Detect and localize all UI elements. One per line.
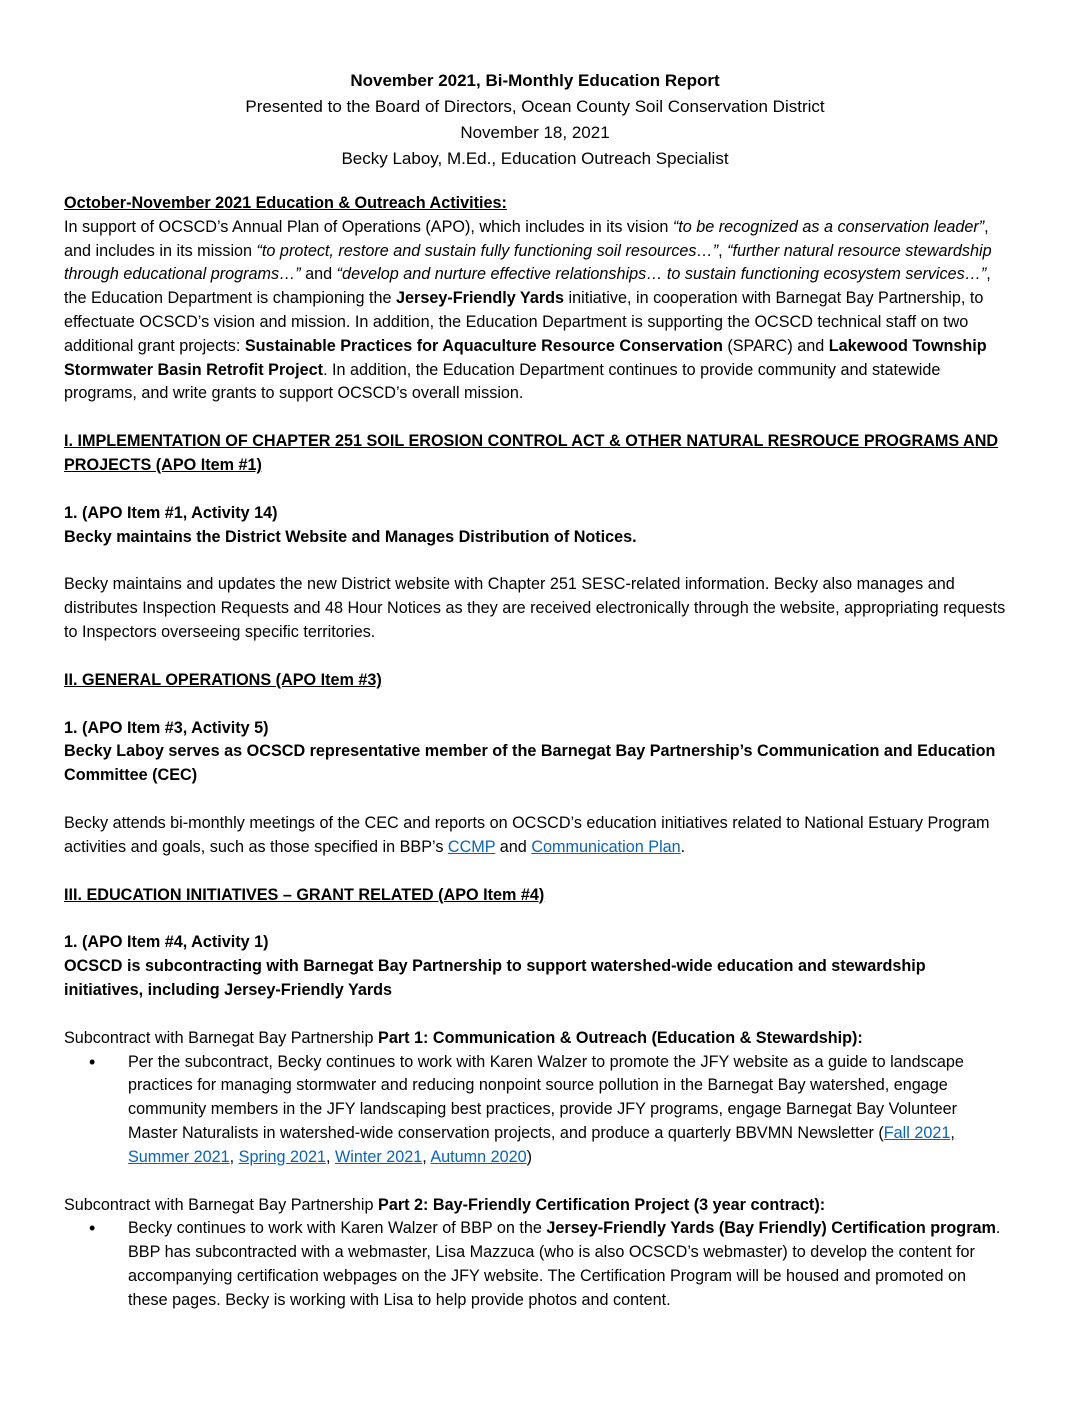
intro-text-8: . In addition, the Education Department continues to provide community and statewide programs, and write grants to support OCSCD’s overall mission.	[64, 360, 941, 403]
part-1-label	[64, 1027, 1006, 1051]
section-3-item-number: 1. (APO Item #4, Activity 1)	[64, 933, 269, 952]
section-3-heading: III. EDUCATION INITIATIVES – GRANT RELATED (APO Item #4)	[64, 885, 545, 904]
newsletter-link-winter-2021[interactable]: Winter 2021	[334, 1147, 423, 1166]
jfy-initiative: Jersey-Friendly Yards	[396, 289, 565, 308]
section-1-item-title: Becky maintains the District Website and Manages Distribution of Notices.	[64, 527, 637, 546]
intro-text-3: ,	[718, 241, 728, 260]
intro-text-1: In support of OCSCD’s Annual Plan of Operations (APO), which includes in its vision	[64, 217, 673, 236]
section-2-item-number: 1. (APO Item #3, Activity 5)	[64, 718, 269, 737]
certification-program: Jersey-Friendly Yards (Bay Friendly) Certification program	[546, 1219, 996, 1238]
part-1-bullet-text: Per the subcontract, Becky continues to work with Karen Walzer to promote the JFY website as a guide to landscape practices for managing stormwater and reducing nonpoint source pollution in the Barnegat Bay watershed, engage community members in the JFY landscaping best practices, provide JFY programs, engage Barnegat Bay Volunteer Master Naturalists in watershed-wide conservation projects, and produce a quarterly BBVMN Newsletter (	[128, 1052, 964, 1142]
section-3-item-title: OCSCD is subcontracting with Barnegat Bay Partnership to support watershed-wide education and stewardship initiatives, including Jersey-Friendly Yards	[64, 957, 926, 999]
intro-text-6: initiative, in cooperation with Barnegat Bay Partnership, to effectuate OCSCD’s vision and mission. In addition, the Education Department is supporting the OCSCD technical staff on two additional grant projects:	[64, 289, 984, 355]
list-separator: ,	[325, 1147, 335, 1166]
mission-quote-1: “to protect, restore and sustain fully functioning soil resources…”	[256, 241, 719, 260]
part-2-lead: Subcontract with Barnegat Bay Partnership	[64, 1195, 379, 1214]
part-1-list	[64, 1051, 1006, 1170]
communication-plan-link[interactable]: Communication Plan	[531, 837, 681, 856]
section-2-and: and	[495, 837, 532, 856]
list-separator: ,	[229, 1147, 239, 1166]
section-2	[64, 669, 1006, 860]
intro-text-5: , the Education Department is championing the	[64, 265, 991, 308]
intro-text-2: , and includes in its mission	[64, 217, 989, 260]
report-author: Becky Laboy, M.Ed., Education Outreach Specialist	[341, 149, 729, 168]
part-1-bullet	[128, 1051, 1006, 1170]
intro-text-7: (SPARC) and	[722, 336, 829, 355]
report-title: November 2021, Bi-Monthly Education Report	[350, 71, 720, 90]
section-3	[64, 884, 1006, 1313]
part-2-label	[64, 1194, 1006, 1218]
section-2-body-text: Becky attends bi-monthly meetings of the CEC and reports on OCSCD’s education initiatives related to National Estuary Program activities and goals, such as those specified in BBP’s	[64, 813, 990, 856]
vision-quote: “to be recognized as a conservation leader”	[672, 217, 985, 236]
newsletter-link-autumn-2020[interactable]: Autumn 2020	[430, 1147, 527, 1166]
section-2-period: .	[680, 837, 686, 856]
newsletter-link-summer-2021[interactable]: Summer 2021	[128, 1147, 230, 1166]
section-2-item-title: Becky Laboy serves as OCSCD representative member of the Barnegat Bay Partnership’s Communication and Education Committee (CEC)	[64, 742, 996, 785]
list-close-paren: )	[526, 1147, 533, 1166]
report-audience: Presented to the Board of Directors, Ocean County Soil Conservation District	[245, 97, 825, 116]
intro-text-4: and	[300, 265, 337, 284]
part-2-text-2: . BBP has subcontracted with a webmaster, Lisa Mazzuca (who is also OCSCD’s webmaster) to develop the content for accompanying certification webpages on the JFY website. The Certification Program will be housed and promoted on these pages. Becky is working with Lisa to help provide photos and content.	[128, 1219, 1001, 1309]
section-2-body	[64, 812, 1006, 860]
part-1-lead: Subcontract with Barnegat Bay Partnership	[64, 1028, 379, 1047]
ccmp-link[interactable]: CCMP	[447, 837, 496, 856]
section-1-heading: I. IMPLEMENTATION OF CHAPTER 251 SOIL EROSION CONTROL ACT & OTHER NATURAL RESROUCE PROGRAMS AND PROJECTS (APO Item #1)	[64, 432, 999, 474]
part-2-bullet	[128, 1217, 1006, 1312]
sparc-project: Sustainable Practices for Aquaculture Resource Conservation	[244, 336, 723, 355]
section-1	[64, 430, 1006, 645]
intro-paragraph	[64, 216, 1006, 406]
section-1-item-number: 1. (APO Item #1, Activity 14)	[64, 503, 278, 522]
section-1-body: Becky maintains and updates the new District website with Chapter 251 SESC-related information. Becky also manages and distributes Inspection Requests and 48 Hour Notices as they are received electronically through the website, appropriating requests to Inspectors overseeing specific territories.	[64, 575, 1006, 641]
part-1-title: Part 1: Communication & Outreach (Education & Stewardship):	[378, 1028, 863, 1047]
mission-quote-2: “further natural resource stewardship through educational programs…”	[64, 241, 992, 284]
section-2-heading: II. GENERAL OPERATIONS (APO Item #3)	[64, 670, 382, 689]
list-separator: ,	[422, 1147, 431, 1166]
report-date: November 18, 2021	[460, 123, 610, 142]
part-2-list	[64, 1217, 1006, 1312]
lakewood-project: Lakewood Township Stormwater Basin Retrofit Project	[64, 336, 987, 379]
intro-section	[64, 192, 1006, 406]
part-2-text-1: Becky continues to work with Karen Walzer of BBP on the	[128, 1219, 547, 1238]
report-header	[64, 0, 1006, 172]
newsletter-link-fall-2021[interactable]: Fall 2021	[883, 1123, 951, 1142]
newsletter-link-spring-2021[interactable]: Spring 2021	[238, 1147, 326, 1166]
part-2-title: Part 2: Bay-Friendly Certification Project (3 year contract):	[378, 1195, 826, 1214]
list-separator: ,	[950, 1123, 955, 1142]
mission-quote-3: “develop and nurture effective relationships… to sustain functioning ecosystem services…”	[336, 265, 987, 284]
intro-heading: October-November 2021 Education & Outreach Activities:	[64, 194, 507, 212]
